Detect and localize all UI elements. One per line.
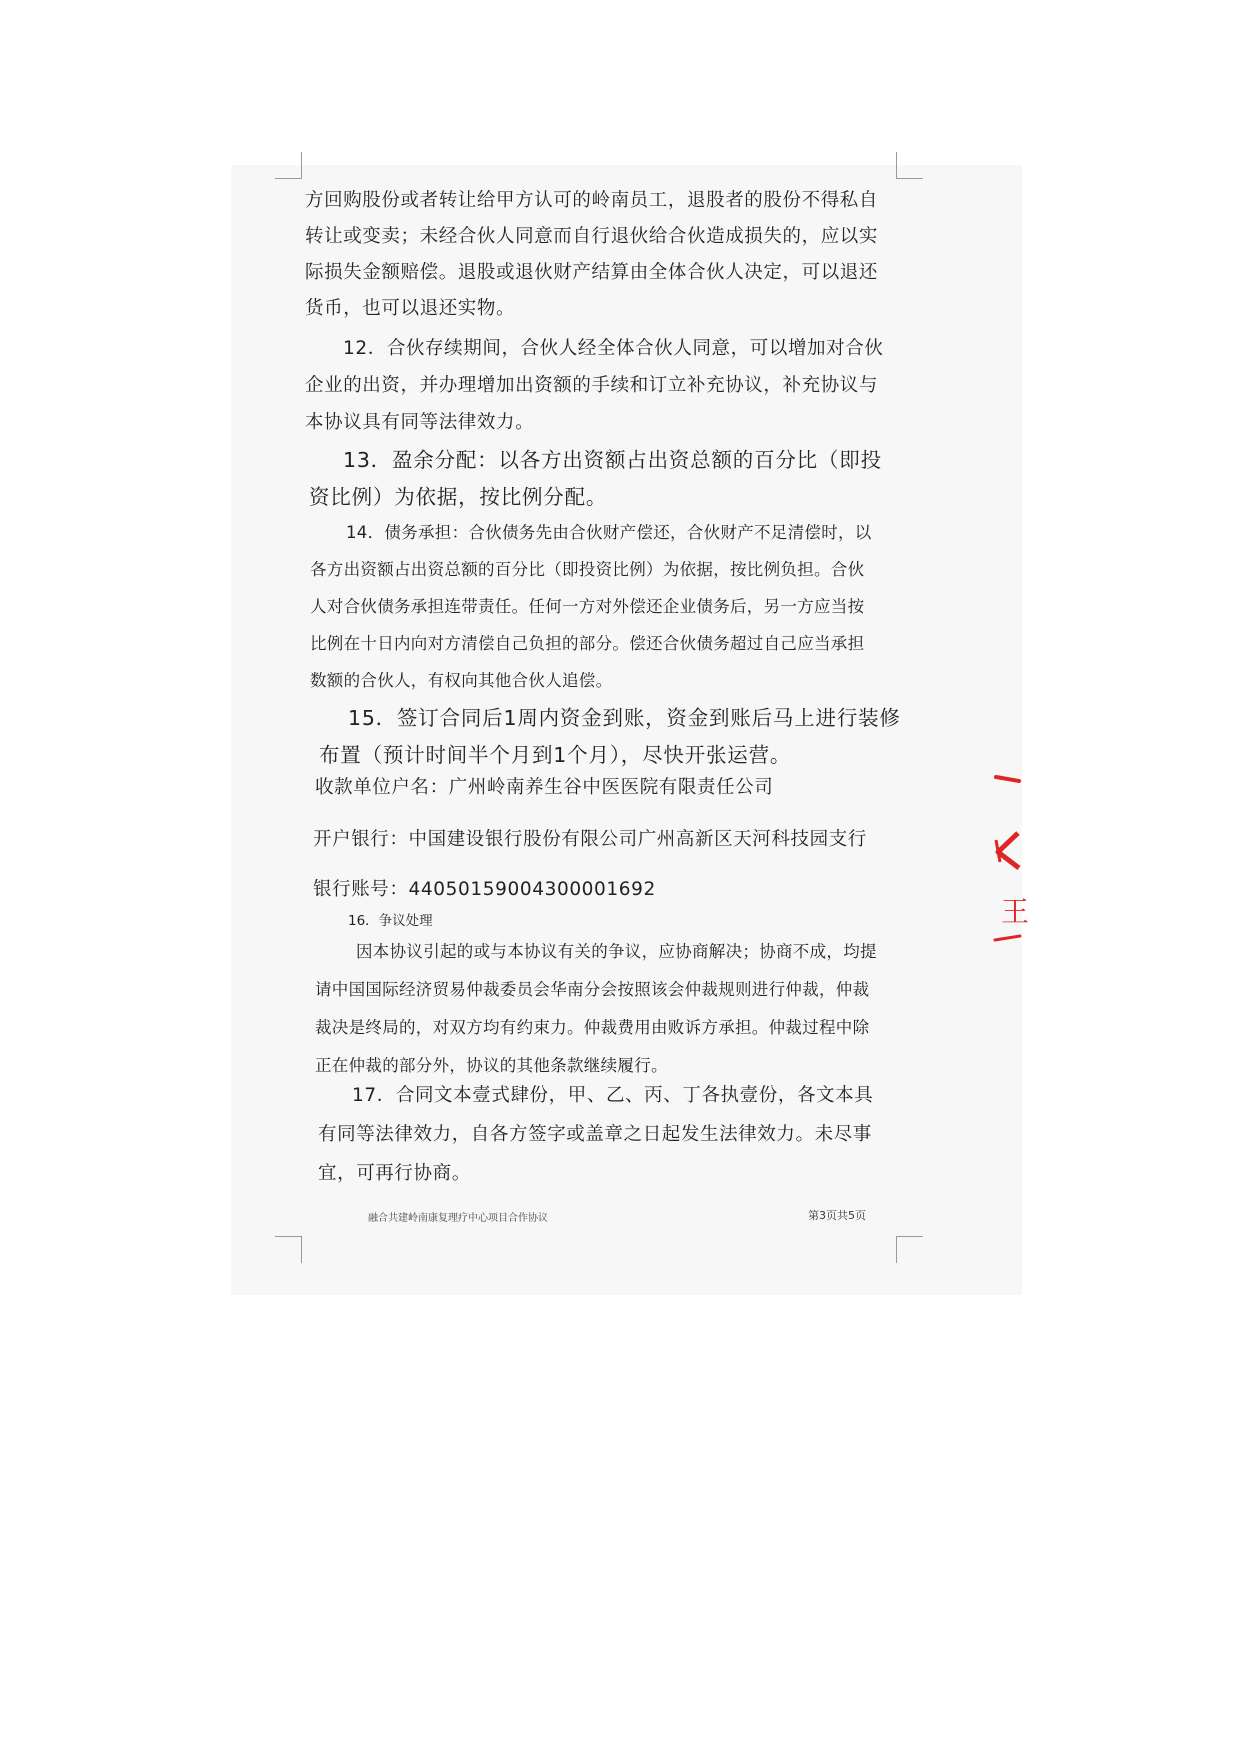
- clause-14-line: 人对合伙债务承担连带责任。任何一方对外偿还企业债务后，另一方应当按: [310, 597, 865, 616]
- clause-12-line: 12．合伙存续期间，合伙人经全体合伙人同意，可以增加对合伙: [343, 338, 884, 359]
- clause-16-heading: 16．争议处理: [348, 913, 433, 929]
- payee-name: 收款单位户名：广州岭南养生谷中医医院有限责任公司: [315, 777, 774, 798]
- seal-mark-chevron: [998, 833, 1019, 868]
- bank-name: 开户银行：中国建设银行股份有限公司广州高新区天河科技园支行: [313, 829, 867, 850]
- seal-mark-top: [996, 777, 1019, 781]
- clause-12-line: 本协议具有同等法律效力。: [305, 412, 535, 433]
- page-number: 第3页共5页: [808, 1209, 866, 1222]
- footer-title: 融合共建岭南康复理疗中心项目合作协议: [368, 1213, 548, 1224]
- crop-mark-bottom-left: [275, 1236, 302, 1263]
- seal-mark-bottom: [995, 936, 1020, 940]
- clause-14-line: 各方出资额占出资总额的百分比（即投资比例）为依据，按比例负担。合伙: [310, 560, 865, 579]
- clause-13-line: 13．盈余分配：以各方出资额占出资总额的百分比（即投: [343, 448, 882, 472]
- crop-mark-top-right: [896, 152, 923, 179]
- clause-15-line: 布置（预计时间半个月到1个月），尽快开张运营。: [319, 743, 792, 767]
- clause-17-line: 有同等法律效力，自各方签字或盖章之日起发生法律效力。未尽事: [318, 1124, 872, 1145]
- clause-14-line: 比例在十日内向对方清偿自己负担的部分。偿还合伙债务超过自己应当承担: [310, 634, 865, 653]
- clause-14-line: 数额的合伙人，有权向其他合伙人追偿。: [310, 671, 613, 690]
- clause-15-line: 15．签订合同后1周内资金到账，资金到账后马上进行装修: [348, 706, 901, 730]
- clause-13-line: 资比例）为依据，按比例分配。: [309, 485, 608, 509]
- clause-12-line: 企业的出资，并办理增加出资额的手续和订立补充协议，补充协议与: [305, 375, 879, 396]
- clause-16-line: 裁决是终局的，对双方均有约束力。仲裁费用由败诉方承担。仲裁过程中除: [315, 1018, 870, 1037]
- red-seal-fragment: [992, 770, 1032, 950]
- clause-17-line: 宜，可再行协商。: [318, 1163, 471, 1184]
- body-line: 际损失金额赔偿。退股或退伙财产结算由全体合伙人决定，可以退还: [305, 262, 879, 283]
- bank-account: 银行账号：44050159004300001692: [313, 879, 656, 900]
- seal-glyph: 王: [1001, 895, 1030, 928]
- clause-16-line: 请中国国际经济贸易仲裁委员会华南分会按照该会仲裁规则进行仲裁，仲裁: [315, 980, 870, 999]
- clause-16-line: 因本协议引起的或与本协议有关的争议，应协商解决；协商不成，均提: [356, 942, 877, 961]
- body-line: 转让或变卖；未经合伙人同意而自行退伙给合伙造成损失的，应以实: [305, 226, 879, 247]
- crop-mark-bottom-right: [896, 1236, 923, 1263]
- body-line: 货币，也可以退还实物。: [305, 298, 516, 319]
- body-line: 方回购股份或者转让给甲方认可的岭南员工，退股者的股份不得私自: [305, 190, 879, 211]
- clause-14-line: 14．债务承担：合伙债务先由合伙财产偿还，合伙财产不足清偿时，以: [346, 523, 872, 542]
- clause-16-line: 正在仲裁的部分外，协议的其他条款继续履行。: [315, 1056, 668, 1075]
- seal-mark-dash: [996, 840, 1000, 862]
- clause-17-line: 17．合同文本壹式肆份，甲、乙、丙、丁各执壹份，各文本具: [352, 1085, 874, 1106]
- crop-mark-top-left: [275, 152, 302, 179]
